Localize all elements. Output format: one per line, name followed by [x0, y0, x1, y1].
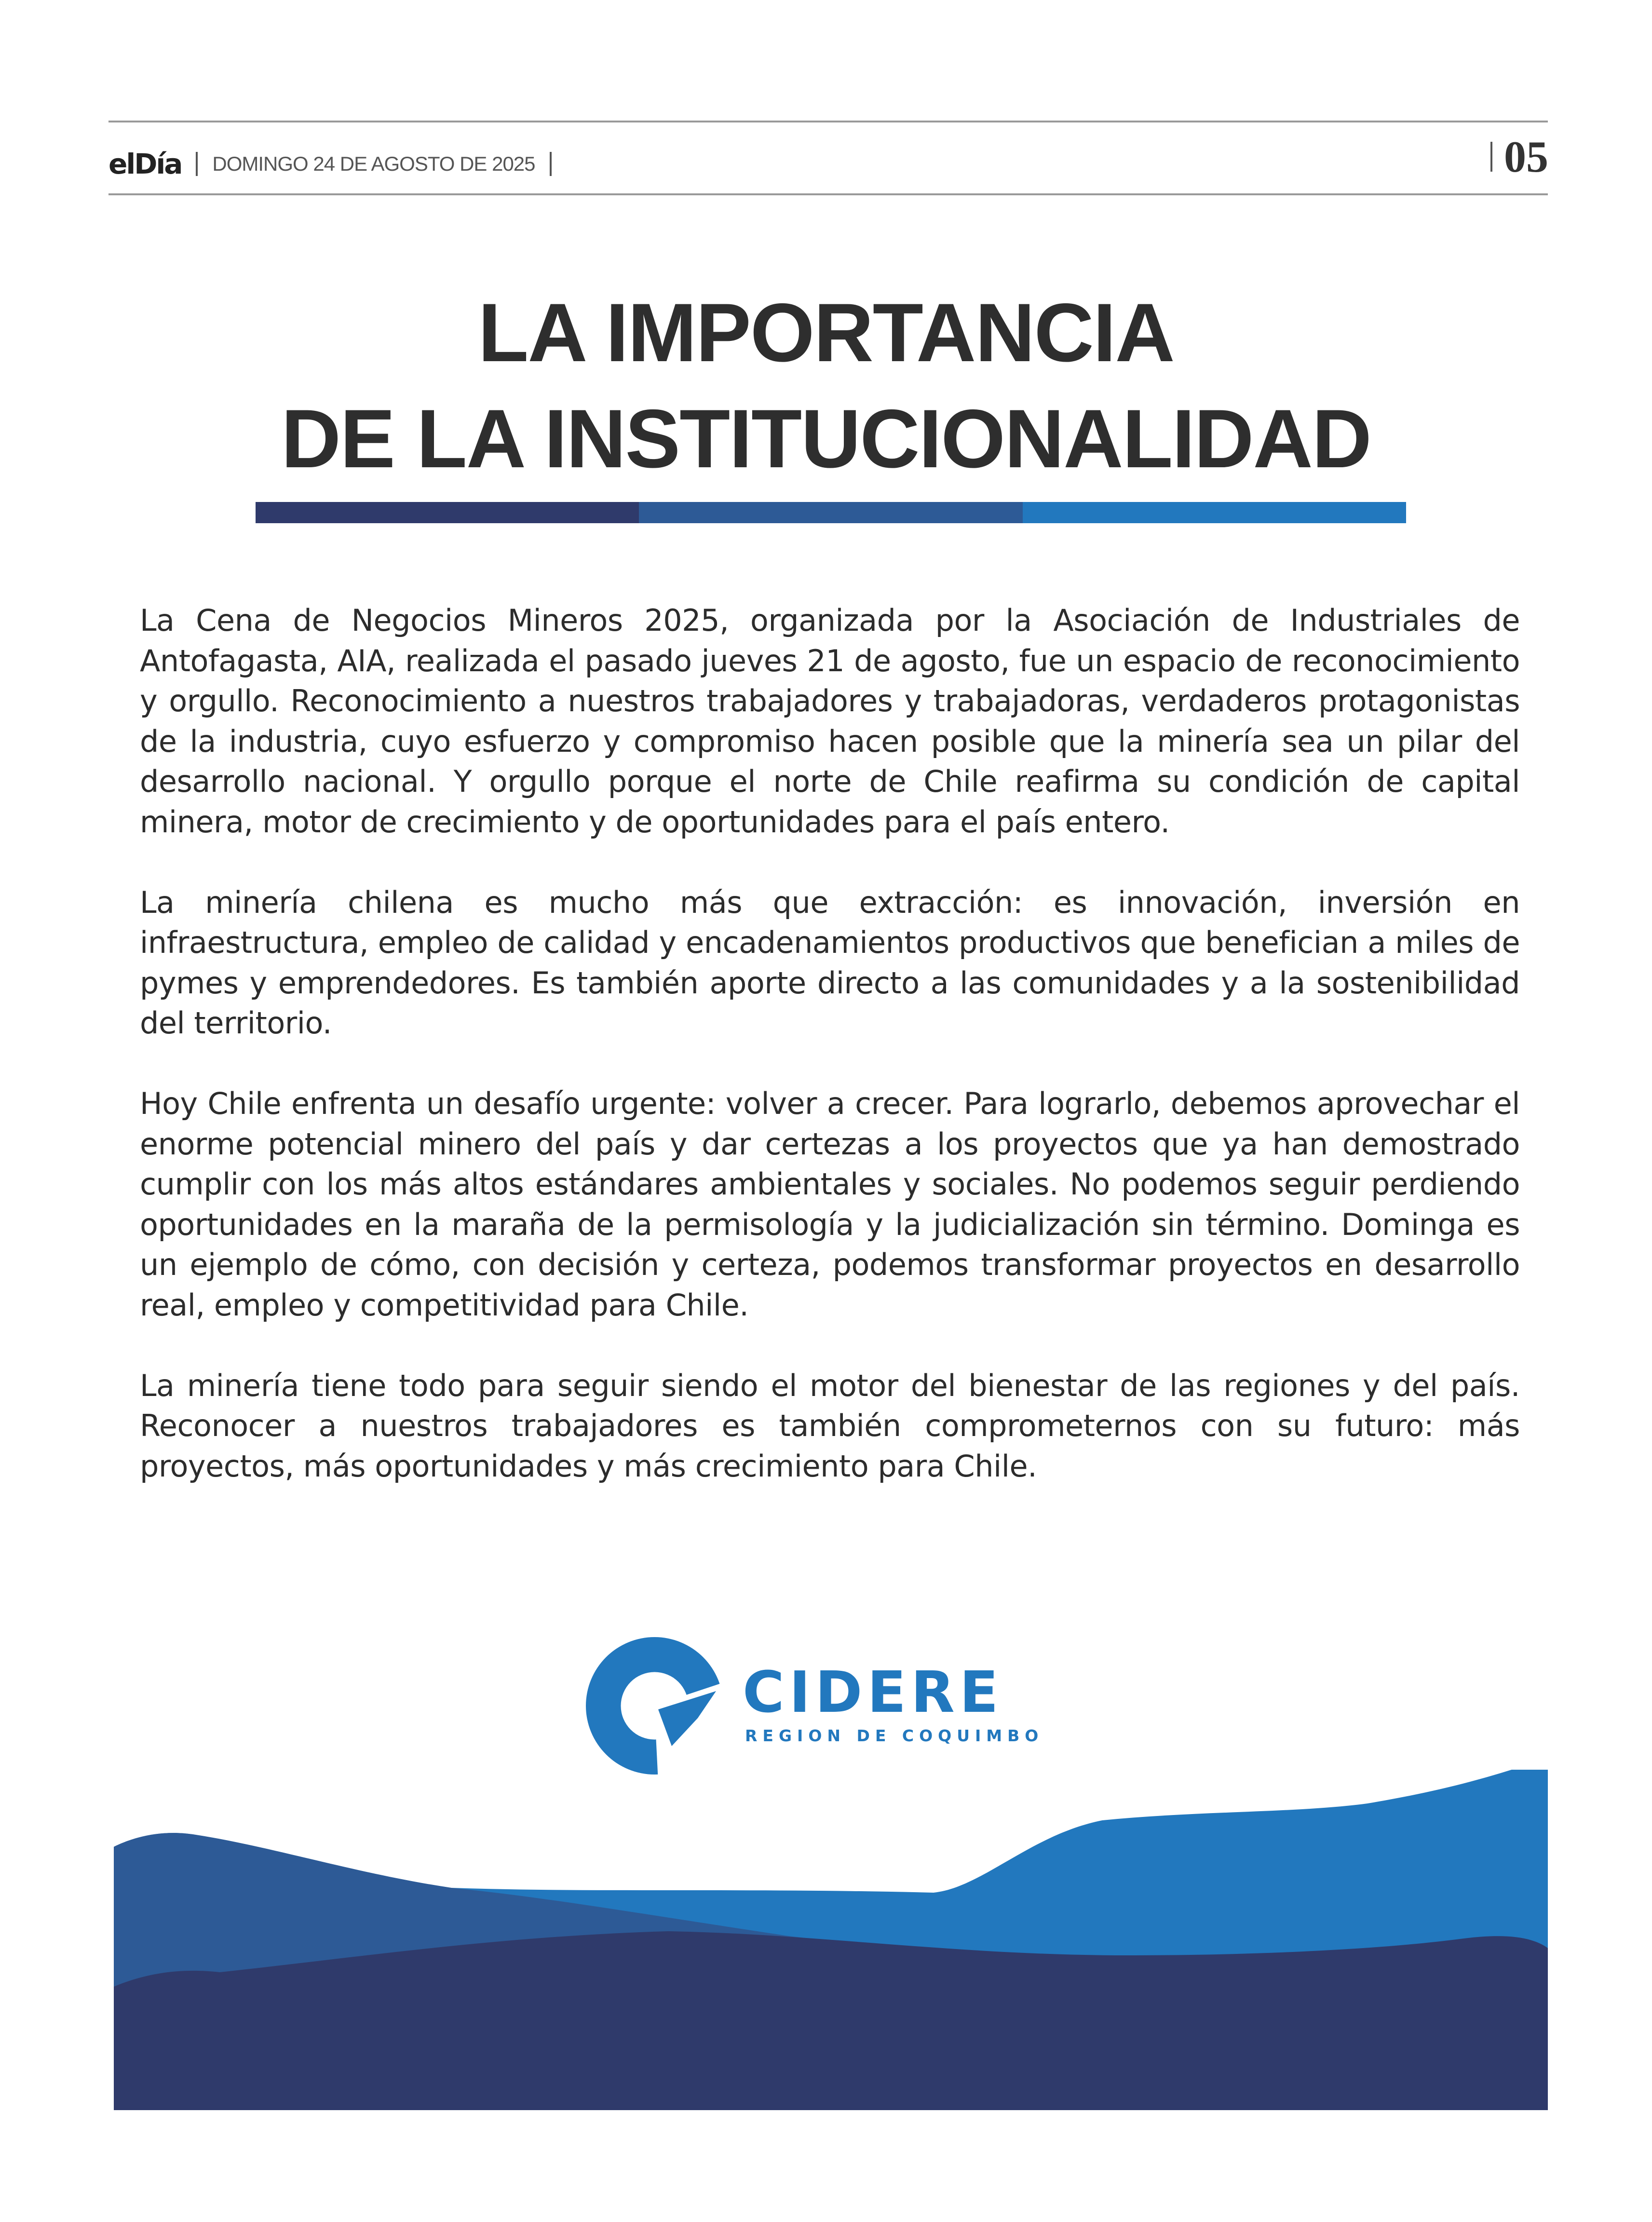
page-number-block — [1490, 133, 1548, 181]
title-color-bar — [256, 502, 1406, 523]
article-title-line-1: LA IMPORTANCIA — [478, 286, 1174, 379]
cidere-logo — [586, 1637, 1049, 1777]
article-body — [140, 600, 1520, 1527]
issue-date: DOMINGO 24 DE AGOSTO DE 2025 — [212, 152, 535, 175]
header-rule-top — [108, 121, 1548, 122]
title-bar-segment-mid — [639, 502, 1022, 523]
logo-name: CIDERE — [743, 1659, 1003, 1725]
header-rule-bottom — [108, 193, 1548, 195]
decorative-waves — [114, 1770, 1548, 2110]
header-divider — [1490, 142, 1492, 172]
article-title — [0, 280, 1652, 492]
article-paragraph: La minería chilena es mucho más que extracción: es innovación, inversión en infraestructura, empleo de calidad y encadenamientos productivos que benefician a miles de pymes y emprendedores. Es también aporte directo a las comunidades y a la sostenibilidad del territorio. — [140, 884, 1520, 1041]
title-bar-segment-dark — [256, 502, 639, 523]
header-divider — [550, 152, 552, 176]
paper-name: elDía — [108, 148, 182, 180]
article-paragraph: La Cena de Negocios Mineros 2025, organizada por la Asociación de Industriales de Antofagasta, AIA, realizada el pasado jueves 21 de agosto, fue un espacio de reconocimiento y orgullo. Reconocimiento a nuestros trabajadores y trabajadoras, verdaderos protagonistas de la industria, cuyo esfuerzo y compromiso hacen posible que la minería sea un pilar del desarrollo nacional. Y orgullo porque el norte de Chile reafirma su condición de capital minera, motor de crecimiento y de oportunidades para el país entero. — [140, 603, 1520, 840]
article-paragraph: La minería tiene todo para seguir siendo el motor del bienestar de las regiones y del país. Reconocer a nuestros trabajadores es también comprometernos con su futuro: más proyectos, más oportunidades y más crecimiento para Chile. — [140, 1368, 1520, 1484]
article-title-line-2: DE LA INSTITUCIONALIDAD — [281, 393, 1371, 485]
title-bar-segment-bright — [1023, 502, 1406, 523]
header-divider — [196, 152, 198, 176]
masthead — [108, 145, 566, 183]
cidere-logo-mark-icon — [586, 1637, 723, 1775]
article-paragraph: Hoy Chile enfrenta un desafío urgente: volver a crecer. Para lograrlo, debemos aprovechar el enorme potencial minero del país y dar certezas a los proyectos que ya han demostrado cumplir con los más altos estándares ambientales y sociales. No podemos seguir perdiendo oportunidades en la maraña de la permisología y la judicialización sin término. Dominga es un ejemplo de cómo, con decisión y certeza, podemos transformar proyectos en desarrollo real, empleo y competitividad para Chile. — [140, 1086, 1520, 1323]
logo-region: REGION DE COQUIMBO — [745, 1726, 1044, 1745]
page-number: 05 — [1504, 132, 1548, 181]
